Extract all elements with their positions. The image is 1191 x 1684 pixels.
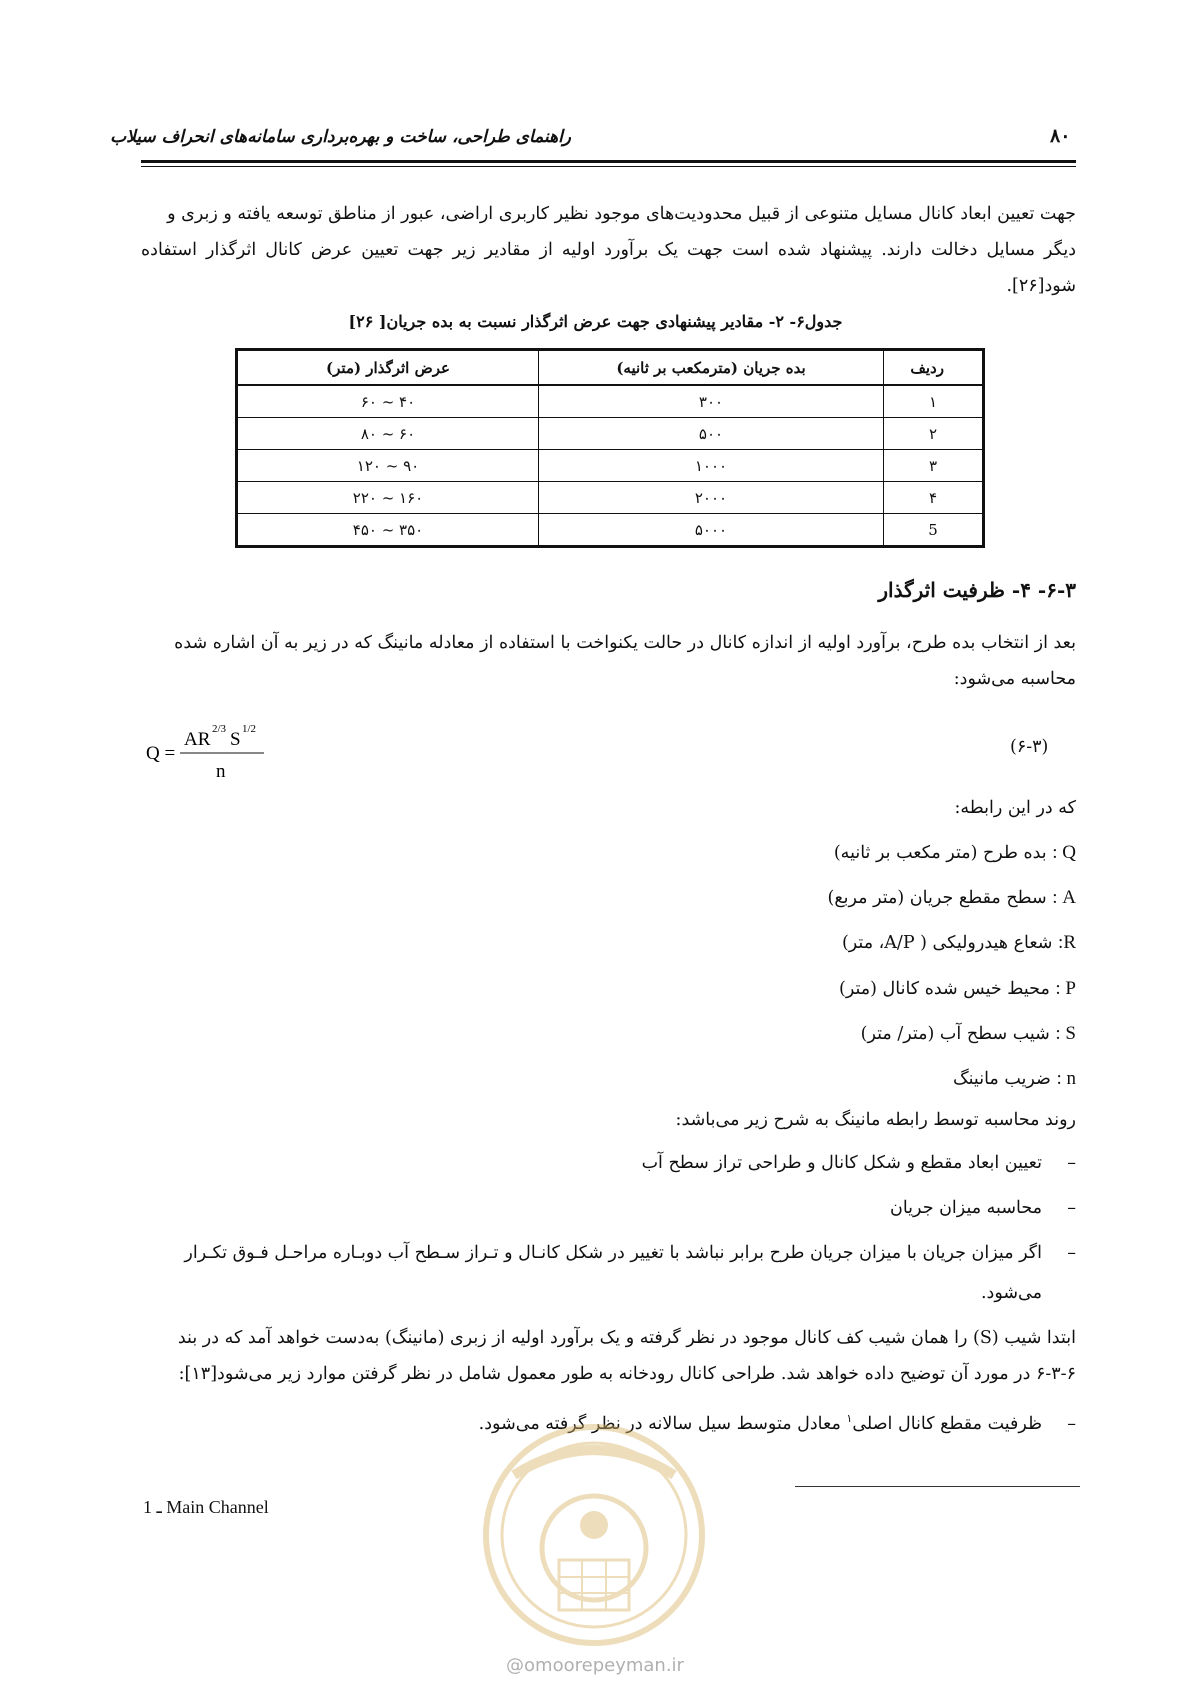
stamp-logo <box>479 1420 709 1650</box>
closing-line-1: ابتدا شیب (S) را همان شیب کف کانال موجود در نظر گرفته و یک برآورد اولیه از زبری (مانینگ) به‌دست خواهد آمد که در بند <box>177 1328 1076 1348</box>
cell-width: ۳۵۰ ~ ۴۵۰ <box>237 514 539 547</box>
watermark: @omoorepeyman.ir <box>506 1655 684 1676</box>
table-row <box>237 514 984 547</box>
width-table <box>235 348 985 548</box>
table-caption: جدول۶- ۲- مقادیر پیشنهادی جهت عرض اثرگذار نسبت به بده جریان[ ۲۶] <box>348 312 843 331</box>
footnote: 1 ـ Main Channel <box>143 1497 269 1517</box>
col-header-discharge: بده جریان (مترمکعب بر ثانیه) <box>539 350 884 386</box>
closing-paragraph <box>141 1320 1076 1392</box>
page-number: ۸۰ <box>1050 125 1071 147</box>
table-header-row <box>237 350 984 386</box>
header-rule <box>141 160 1076 163</box>
procedure-bullet: –اگر میزان جریان با میزان جریان طرح برابر نباشد با تغییر در شکل کانـال و تـراز سـطح آب دوبـاره مراحـل فـوق تکـرار <box>184 1243 1076 1263</box>
procedure-bullet-continuation: می‌شود. <box>980 1283 1042 1303</box>
running-header-title: راهنمای طراحی، ساخت و بهره‌برداری سامانه‌های انحراف سیلاب <box>110 127 571 147</box>
col-header-row-number: ردیف <box>884 350 984 386</box>
header-rule-thin <box>141 166 1076 167</box>
equation-number: (۶-۳) <box>1010 737 1049 757</box>
cell-discharge: ۲۰۰۰ <box>539 482 884 514</box>
intro-line-1: جهت تعیین ابعاد کانال مسایل متنوعی از قبیل محدودیت‌های موجود نظیر کاربری اراضی، عبور از مناطق توسعه یافته و زبری و <box>167 204 1076 224</box>
procedure-intro: روند محاسبه توسط رابطه مانینگ به شرح زیر می‌باشد: <box>675 1110 1076 1130</box>
closing-bullet: –ظرفیت مقطع کانال اصلی$^۱$ معادل متوسط سیل سالانه در نظر گرفته می‌شود. <box>478 1412 1076 1434</box>
formula-exponent-r: 2/3 <box>212 723 227 735</box>
definition-item: S : شیب سطح آب (متر/ متر) <box>860 1023 1076 1044</box>
definition-item: R: شعاع هیدرولیکی ( A/P، متر) <box>841 932 1076 953</box>
cell-discharge: ۵۰۰ <box>539 418 884 450</box>
definition-item: Q : بده طرح (متر مکعب بر ثانیه) <box>833 842 1076 863</box>
table-row <box>237 450 984 482</box>
section-heading: ۶-۳- ۴- ظرفیت اثرگذار <box>878 578 1076 602</box>
formula-s: S <box>230 729 241 750</box>
definition-item: P : محیط خیس شده کانال (متر) <box>839 978 1076 999</box>
cell-row-number: 5 <box>884 514 984 547</box>
procedure-bullet: –تعیین ابعاد مقطع و شکل کانال و طراحی تراز سطح آب <box>641 1153 1076 1173</box>
formula-denominator: n <box>216 761 226 782</box>
formula-lhs: Q = <box>146 743 176 764</box>
manning-formula <box>146 715 286 795</box>
closing-line-2: ۶-۳-۶ در مورد آن توضیح داده خواهد شد. طراحی کانال رودخانه به طور معمول شامل در نظر گرفتن موارد زیر می‌شود[۱۳]: <box>178 1364 1076 1384</box>
cell-discharge: ۵۰۰۰ <box>539 514 884 547</box>
cell-row-number: ۲ <box>884 418 984 450</box>
cell-row-number: ۳ <box>884 450 984 482</box>
section-line-2: محاسبه می‌شود: <box>953 669 1076 689</box>
cell-width: ۹۰ ~ ۱۲۰ <box>237 450 539 482</box>
cell-row-number: ۱ <box>884 385 984 418</box>
table-row <box>237 482 984 514</box>
footnote-rule <box>795 1486 1080 1487</box>
procedure-bullet: –محاسبه میزان جریان <box>889 1198 1076 1218</box>
formula-numerator-ar: AR <box>184 729 211 750</box>
cell-width: ۶۰ ~ ۸۰ <box>237 418 539 450</box>
cell-row-number: ۴ <box>884 482 984 514</box>
section-paragraph <box>141 625 1076 697</box>
definitions-intro: که در این رابطه: <box>954 798 1076 818</box>
intro-paragraph <box>141 196 1076 304</box>
formula-exponent-s: 1/2 <box>242 723 257 735</box>
footnote-marker: ۱ <box>846 1412 853 1425</box>
table-row <box>237 418 984 450</box>
cell-width: ۱۶۰ ~ ۲۲۰ <box>237 482 539 514</box>
definition-item: n : ضریب مانینگ <box>952 1068 1076 1089</box>
cell-discharge: ۳۰۰ <box>539 385 884 418</box>
cell-width: ۴۰ ~ ۶۰ <box>237 385 539 418</box>
cell-discharge: ۱۰۰۰ <box>539 450 884 482</box>
intro-line-2: دیگر مسایل دخالت دارند. پیشنهاد شده است جهت یک برآورد اولیه از مقادیر زیر جهت تعیین عرض کانال اثرگذار استفاده شود[۲۶]. <box>141 240 1076 296</box>
section-line-1: بعد از انتخاب بده طرح، برآورد اولیه از اندازه کانال در حالت یکنواخت با استفاده از معادله مانینگ که در زیر به آن اشاره شده <box>174 633 1076 653</box>
definition-item: A : سطح مقطع جریان (متر مربع) <box>827 887 1076 908</box>
col-header-width: عرض اثرگذار (متر) <box>237 350 539 386</box>
table-row <box>237 385 984 418</box>
